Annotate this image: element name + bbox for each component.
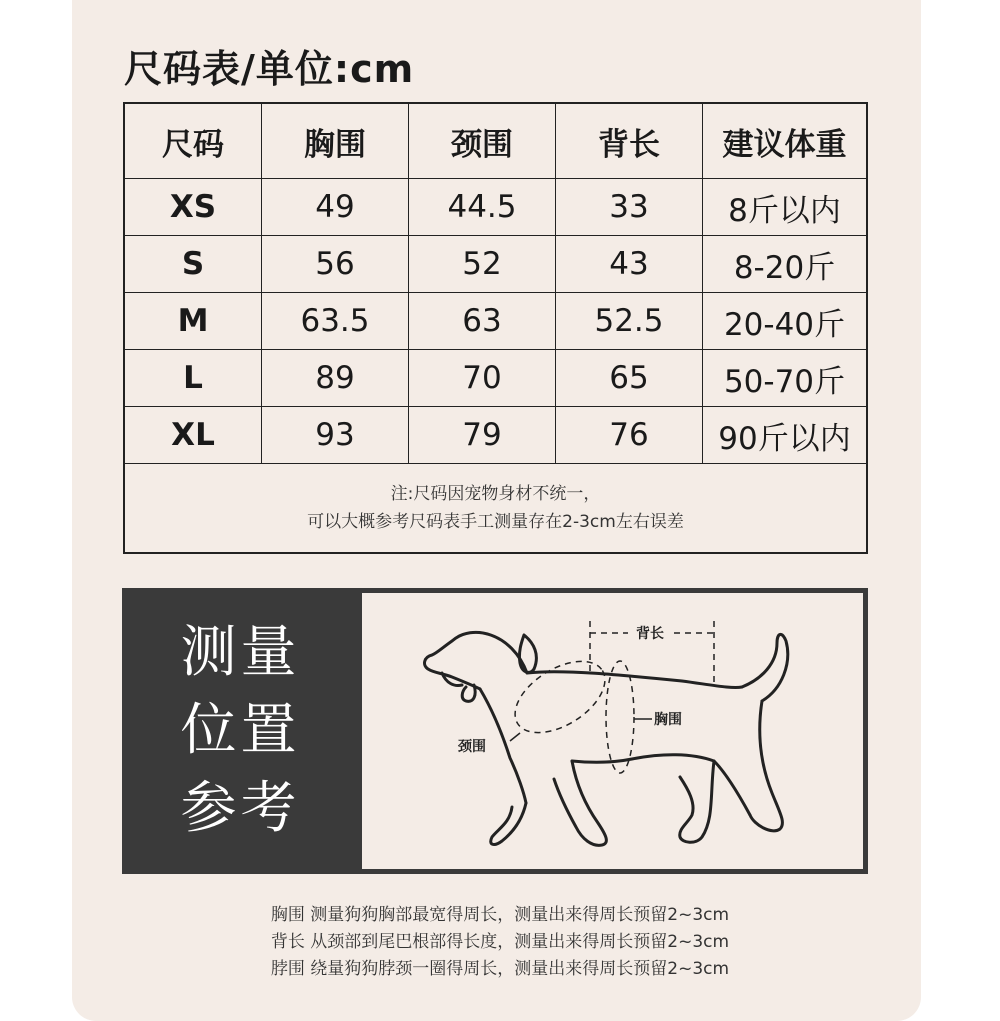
dog-illustration: [362, 593, 863, 869]
note-line: 可以大概参考尺码表手工测量存在2-3cm左右误差: [307, 512, 684, 532]
label-line: 测量: [180, 620, 301, 685]
size-cell: S: [124, 236, 262, 293]
label-line: 位置: [180, 698, 301, 763]
dog-diagram: [362, 593, 863, 869]
table-cell: 70: [409, 350, 556, 407]
table-row: [124, 293, 867, 350]
column-header: 尺码: [124, 103, 262, 179]
column-header: 颈围: [409, 103, 556, 179]
label-line: 参考: [180, 776, 301, 841]
chest-description: 胸围 测量狗狗胸部最宽得周长，测量出来得周长预留2~3cm: [270, 905, 730, 925]
chest-label: 胸围: [654, 712, 682, 728]
table-row: [124, 407, 867, 464]
table-cell: 65: [556, 350, 703, 407]
size-cell: M: [124, 293, 262, 350]
note-line: 注:尺码因宠物身材不统一，: [390, 484, 601, 504]
size-table: [123, 102, 868, 554]
neck-label: 颈围: [458, 739, 486, 755]
table-cell: 76: [556, 407, 703, 464]
table-cell: 89: [262, 350, 409, 407]
table-row: [124, 350, 867, 407]
table-note-row: [124, 464, 867, 554]
table-cell: 20-40斤: [703, 293, 868, 350]
table-cell: 8-20斤: [703, 236, 868, 293]
measurement-guide: [122, 588, 868, 874]
table-cell: 93: [262, 407, 409, 464]
table-cell: 63.5: [262, 293, 409, 350]
table-row: [124, 236, 867, 293]
table-cell: 63: [409, 293, 556, 350]
table-cell: 43: [556, 236, 703, 293]
size-cell: L: [124, 350, 262, 407]
column-header: 建议体重: [703, 103, 868, 179]
measurement-guide-label: [122, 588, 359, 874]
column-header: 胸围: [262, 103, 409, 179]
table-cell: 50-70斤: [703, 350, 868, 407]
column-header: 背长: [556, 103, 703, 179]
table-row: [124, 179, 867, 236]
page-title: 尺码表/单位:cm: [124, 47, 415, 91]
back-length-label: 背长: [636, 626, 664, 642]
table-cell: 56: [262, 236, 409, 293]
table-cell: 90斤以内: [703, 407, 868, 464]
table-cell: 52: [409, 236, 556, 293]
measurement-descriptions: [0, 902, 1000, 983]
table-cell: 44.5: [409, 179, 556, 236]
table-cell: 33: [556, 179, 703, 236]
neck-description: 脖围 绕量狗狗脖颈一圈得周长，测量出来得周长预留2~3cm: [270, 959, 730, 979]
table-cell: 8斤以内: [703, 179, 868, 236]
table-cell: 49: [262, 179, 409, 236]
table-note: [124, 464, 867, 554]
size-cell: XL: [124, 407, 262, 464]
table-cell: 52.5: [556, 293, 703, 350]
back-description: 背长 从颈部到尾巴根部得长度，测量出来得周长预留2~3cm: [270, 932, 730, 952]
table-header-row: [124, 103, 867, 179]
size-cell: XS: [124, 179, 262, 236]
table-cell: 79: [409, 407, 556, 464]
